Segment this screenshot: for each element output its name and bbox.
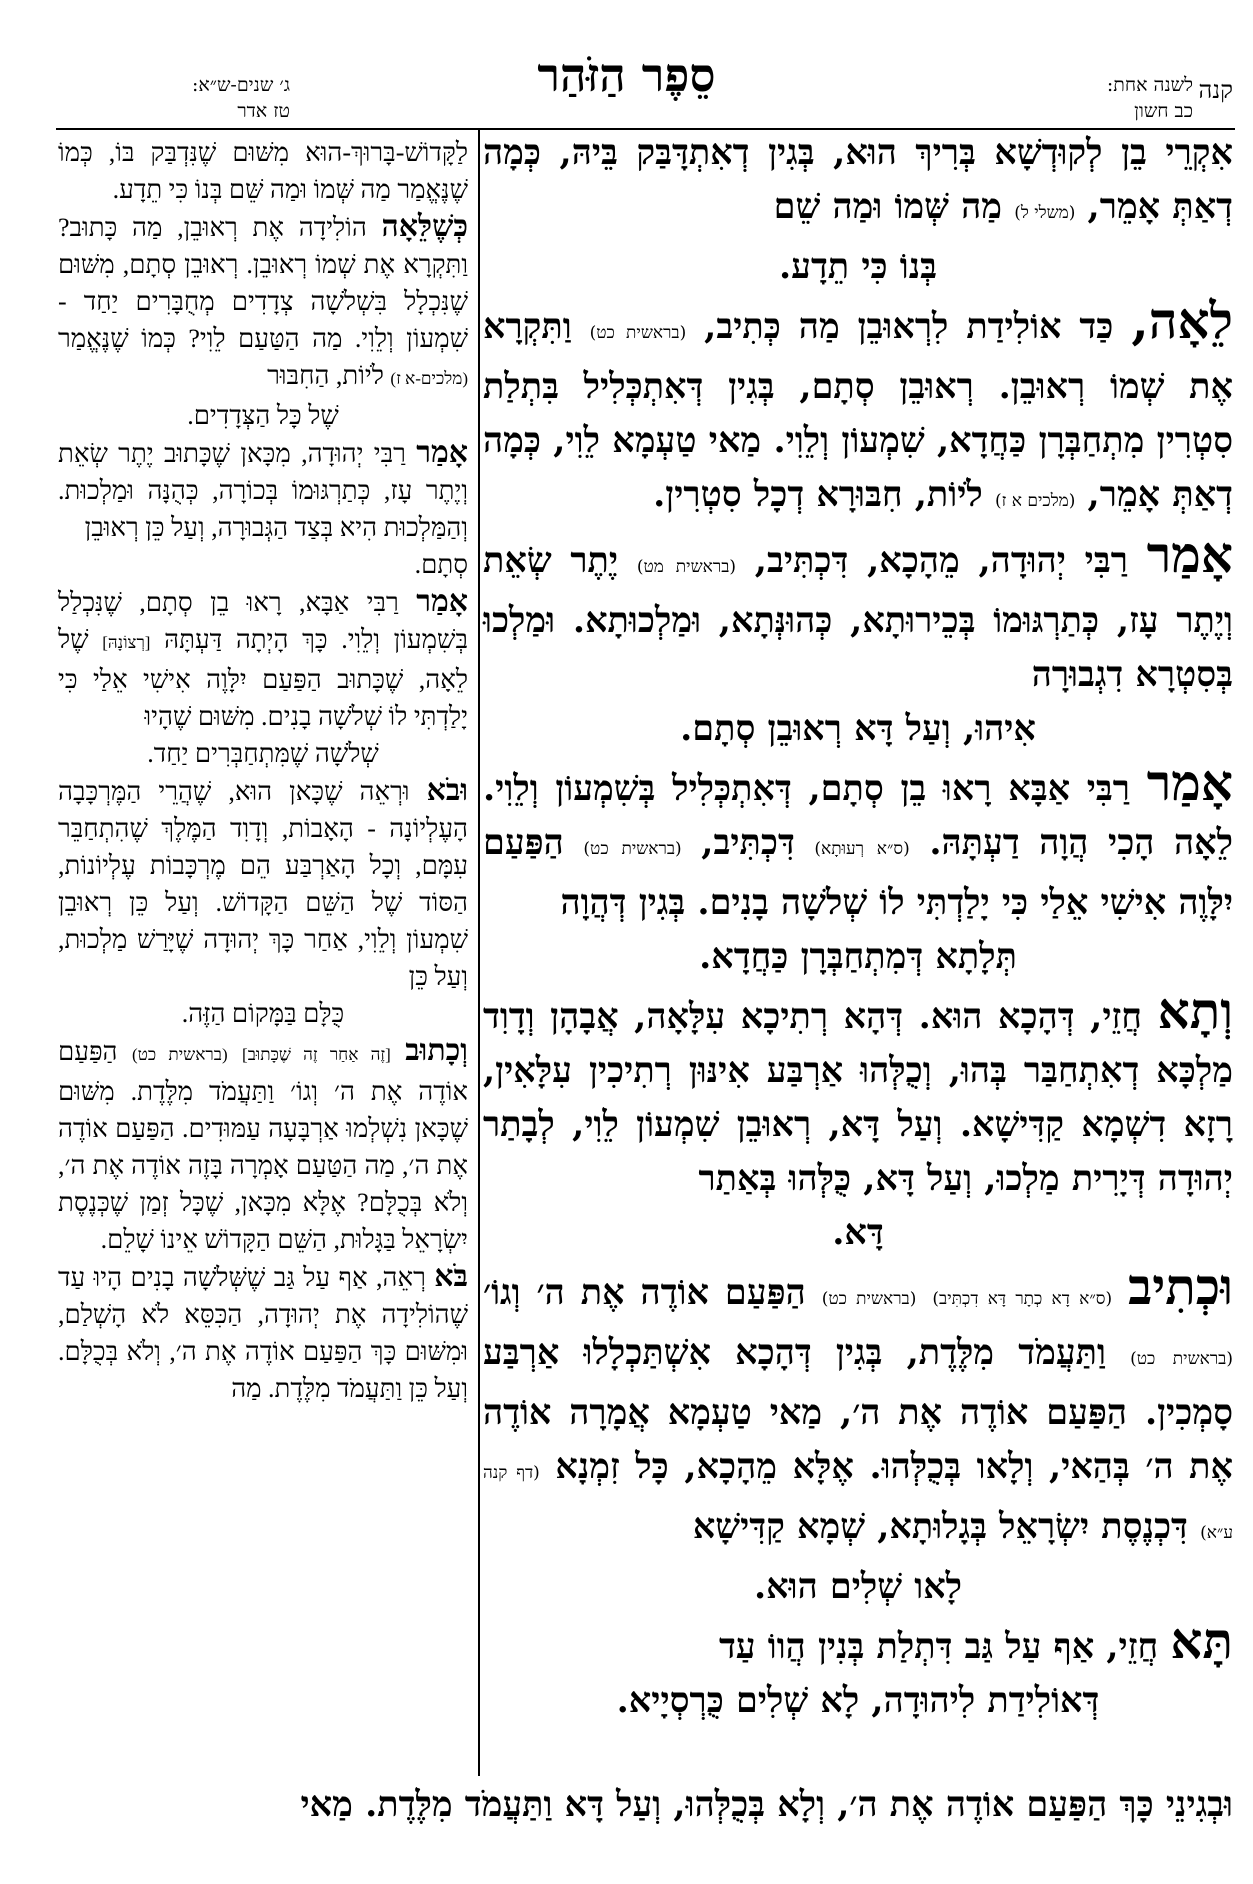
text-span: מַה שְּׁמוֹ וּמַה שֵׁם	[773, 186, 1015, 227]
paragraph-lead-word: וּבֹא	[426, 774, 468, 807]
source-reference: [רְצוֹנָהּ]	[102, 633, 151, 652]
main-paragraph-6	[483, 1257, 1234, 1560]
text-span: שֶׁל לֵאָה, שֶׁכָּתוּב הַפַּעַם יִלָּוֶה אִישִׁי אֵלַי כִּי יָלַדְתִּי לוֹ שְׁלֹשָׁה בָנִים. מִשּׁוּם שֶׁהָיוּ	[58, 625, 468, 731]
main-paragraph-1	[483, 126, 1233, 240]
column-divider	[478, 130, 480, 1776]
side-paragraph-7	[58, 1258, 468, 1407]
main-paragraph-1-end: בְּנוֹ כִּי תֵדָע.	[778, 246, 938, 287]
text-span: לֹיוֹת, חִבּוּרָא דְכָל סִטְרִין.	[653, 474, 995, 515]
paragraph-lead-word: וּכְתִיב	[1128, 1257, 1234, 1316]
side-paragraph-4-end: שְׁלֹשָׁה שֶׁמִּתְחַבְּרִים יַחַד.	[147, 739, 379, 768]
source-reference: (בראשית כט)	[1130, 1349, 1233, 1369]
bottom-continuation-line: וּבְגִינֵי כָּךְ הַפַּעַם אוֹדֶה אֶת ה׳, וְלָא בְּכֻלְּהוּ, וְעַל דָּא וַתַּעֲמֹד מִלֶּדֶת. מַאי	[300, 1784, 1233, 1825]
source-reference: (ס״א רְעוּתָא)	[814, 839, 910, 859]
text-span: רַבִּי אַבָּא רָאוּ בֵן סְתָם, דְּאִתְכְּלִיל בְּשִׁמְעוֹן וְלֵוִי. לֵאָה הָכִי הֲוָה דַעְתָּהּ.	[483, 768, 1234, 863]
source-reference: (בראשית כט)	[589, 323, 687, 343]
main-paragraph-6-end: לָאו שְׁלִים הוּא.	[753, 1566, 963, 1607]
text-span: הַפַּעַם אוֹדֶה אֶת ה׳ וְגוֹ׳	[483, 1272, 822, 1313]
text-span: רְאֵה, אַף עַל גַּב שֶׁשְּׁלֹשָׁה בָנִים הָיוּ עַד שֶׁהוֹלִידָה אֶת יְהוּדָה, הַכִּסֵּא לֹא הָשְׁלַם, וּמִשּׁוּם כָּךְ הַפַּעַם אוֹדֶה אֶת ה׳, וְלֹא בְּכֻלָּם. וְעַל כֵּן וַתַּעֲמֹד מִלֶּדֶת. מַה	[58, 1263, 468, 1403]
side-paragraph-5-end: כֻּלָּם בַּמָּקוֹם הַזֶּה.	[181, 999, 345, 1028]
text-span: כַּד אוֹלִידַת לִרְאוּבֵן מַה כְּתִיב,	[686, 306, 1132, 347]
side-paragraph-2-end: שֶׁל כָּל הַצְּדָדִים.	[187, 401, 339, 430]
paragraph-lead-word: אָמַר	[1146, 525, 1233, 584]
text-span: הַפַּעַם אוֹדֶה אֶת ה׳ וְגוֹ׳ וַתַּעֲמֹד מִלֶּדֶת. מִשּׁוּם שֶׁכָּאן נִשְׁלְמוּ אַרְבָּעָה עַמּוּדִים. הַפַּעַם אוֹדֶה אֶת ה׳, מַה הַטַּעַם אָמְרָה בָּזֶה אוֹדֶה אֶת ה׳, וְלֹא בְּכֻלָּם? אֶלָּא מִכָּאן, שֶׁכָּל זְמַן שֶׁכְּנֶסֶת יִשְׂרָאֵל בַּגָּלוּת, הַשֵּׁם הַקָּדוֹשׁ אֵינוֹ שָׁלֵם.	[58, 1037, 468, 1254]
text-span: חֲזֵי, דְּהָכָא הוּא. דְּהָא רְתִיכָא עִלָּאָה, אֲבָהָן וְדָוִד מַלְכָּא דְאִתְחַבַּר בְּהוּ, וְכֻלְּהוּ אַרְבַּע אִינּוּן רְתִיכִין עִלָּאִין, רָזָא דִשְׁמָא קַדִּישָׁא. וְעַל דָּא, רְאוּבֵן שִׁמְעוֹן לֵוִי, לְבָתַר יְהוּדָה דְּיָרִית מַלְכוּ, וְעַל דָּא, כֻּלְּהוּ בְּאַתַר	[483, 996, 1233, 1199]
text-span: חֲזֵי, אַף עַל גַּב דִּתְלַת בְּנִין הֲווֹ עַד	[718, 1626, 1171, 1667]
main-paragraph-5-end: דָּא.	[832, 1212, 884, 1253]
paragraph-lead-word: לֵאָה,	[1131, 291, 1233, 350]
header-right-line1: לשנה אחת:	[1106, 74, 1193, 96]
text-span: וּרְאֵה שֶׁכָּאן הוּא, שֶׁהֲרֵי הַמֶּרְכָּבָה הָעֶלְיוֹנָה - הָאָבוֹת, וְדָוִד הַמֶּלֶךְ שֶׁהִתְחַבֵּר עִמָּם, וְכָל הָאַרְבַּע הֵם מֶרְכָּבוֹת עֶלְיוֹנוֹת, הַסּוֹד שֶׁל הַשֵּׁם הַקָּדוֹשׁ. וְעַל כֵּן רְאוּבֵן שִׁמְעוֹן וְלֵוִי, אַחַר כָּךְ יְהוּדָה שֶׁיָּרַשׁ מַלְכוּת, וְעַל כֵּן	[58, 777, 468, 991]
text-span: הוֹלִידָה אֶת רְאוּבֵן, מַה כָּתוּב? וַתִּקְרָא אֶת שְׁמוֹ רְאוּבֵן. רְאוּבֵן סְתָם, מִשּׁוּם שֶׁנִּכְלָל בִּשְׁלֹשָׁה צְדָדִים מְחֻבָּרִים יַחַד - שִׁמְעוֹן וְלֵוִי. מַה הַטַּעַם לֵוִי? כְּמוֹ שֶׁנֶּאֱמַר	[58, 213, 468, 353]
text-span: דִּכְנֶסֶת יִשְׂרָאֵל בְּגָלוּתָא, שְׁמָא קַדִּישָׁא	[692, 1506, 1201, 1547]
text-span: רַבִּי אַבָּא, רָאוּ בֵן סְתָם, שֶׁנִּכְלַל בְּשִׁמְעוֹן וְלֵוִי. כָּךְ הָיְתָה דַּעְתָּהּ	[58, 588, 468, 654]
main-paragraph-3	[483, 525, 1233, 702]
text-span: הַפַּעַם יִלָּוֶה אִישִׁי אֵלַי כִּי יָלַדְתִּי לוֹ שְׁלשָׁה בָנִים. בְּגִין דְּהֲוָה	[483, 822, 1233, 923]
main-paragraph-5	[483, 981, 1233, 1206]
main-column	[483, 126, 1233, 1728]
text-span: אִקְרֵי בֵן לְקוּדְשָׁא בְּרִיךְ הוּא, בְּגִין דְאִתְדָּבַּק בֵּיהּ, כְּמָה דְאַתְּ אָמֵר,	[483, 132, 1233, 227]
main-paragraph-3-end: אִיהוּ, וְעַל דָּא רְאוּבֵן סְתָם.	[680, 708, 1036, 749]
header-left-line1: ג׳ שנים-ש״א:	[191, 74, 290, 96]
side-paragraph-2	[58, 208, 468, 397]
header-right-line2: כב חשון	[1134, 100, 1193, 122]
text-span: יֶתֶר שְׂאֵת וְיֶתֶר עָז, כְּתַרְגּוּמוֹ בְּכֵירוּתָא, כְּהוּנְּתָא, וּמַלְכוּתָא. וּמַלְכוּ בְּסִטְרָא דִגְבוּרָה	[483, 540, 1233, 695]
main-paragraph-4-end: תְּלָתָא דְּמִתְחַבְּרָן כַּחֲדָא.	[699, 936, 1017, 977]
text-span: וַתִּקְרָא אֶת שְׁמוֹ רְאוּבֵן. רְאוּבֵן סְתָם, בְּגִין דְּאִתְכְּלִיל בִּתְלַת סִטְרִין מִתְחַבְּרָן כַּחֲדָא, שִׁמְעוֹן וְלֵוִי. מַאי טַעְמָא לֵוִי, כְּמָה דְאַתְּ אָמֵר,	[483, 306, 1233, 515]
paragraph-lead-word: כְּשֶׁלֵּאָה	[381, 210, 468, 243]
translation-column	[58, 134, 468, 1407]
text-span: וַתַּעֲמֹד מִלֶּדֶת, בְּגִין דְּהָכָא אִשְׁתַּכְלָלוּ אַרְבַּע סָמְכִין. הַפַּעַם אוֹדֶה אֶת ה׳, מַאי טַעְמָא אֲמָרָה אוֹדֶה אֶת ה׳ בְּהַאי, וְלָאו בְּכֻלְּהוּ. אֶלָּא מֵהָכָא, כָּל זִמְנָא	[483, 1332, 1233, 1487]
page-title: סֵפֶר הַזֹּהַר	[537, 48, 716, 102]
paragraph-lead-word: אָמַר	[416, 585, 468, 618]
text-span: רַבִּי יְהוּדָה, מִכָּאן שֶׁכָּתוּב יֶתֶר שְׂאֵת וְיֶתֶר עָז, כְּתַרְגּוּמוֹ בְּכוֹרָה, כְּהֻנָּה וּמַלְכוּת. וְהַמַּלְכוּת הִיא בְּצַד הַגְּבוּרָה, וְעַל כֵּן רְאוּבֵן	[58, 439, 468, 542]
paragraph-lead-word: וְכָתוּב	[405, 1034, 468, 1067]
source-reference: [זֶה אַחַר זֶה שֶׁכָּתוּב]	[242, 1045, 391, 1064]
text-span: דִּכְתִּיב,	[681, 822, 815, 863]
paragraph-lead-word: אָמַר	[416, 436, 468, 469]
paragraph-lead-word: וְתָא	[1157, 981, 1233, 1040]
side-paragraph-3	[58, 434, 468, 546]
main-paragraph-4	[483, 753, 1234, 930]
source-reference: (בראשית כט)	[131, 1045, 228, 1064]
header-left-line2: טז אדר	[237, 100, 290, 122]
paragraph-lead-word: תָּא	[1170, 1611, 1233, 1670]
side-paragraph-5	[58, 772, 468, 995]
source-reference: (בראשית כט)	[821, 1289, 917, 1309]
paragraph-lead-word: בֹּא	[434, 1260, 468, 1293]
header-left-schedule	[60, 72, 290, 124]
source-reference: (דף קנה ע״א)	[483, 1463, 1233, 1543]
side-paragraph-4	[58, 583, 468, 735]
source-reference: (מלכים א ז)	[994, 491, 1076, 511]
text-span: רַבִּי יְהוּדָה, מֵהָכָא, דִּכְתִּיב,	[736, 540, 1147, 581]
header-kane: קנה	[1198, 76, 1233, 104]
paragraph-lead-word: אָמַר	[1146, 753, 1233, 812]
main-paragraph-7	[483, 1611, 1233, 1674]
source-reference: (בראשית מט)	[636, 557, 737, 577]
source-reference: (ס״א דָא כְתָר דָּא דִכְתִּיב)	[932, 1289, 1113, 1309]
side-paragraph-3-end: סְתָם.	[414, 550, 468, 579]
source-reference: (משלי ל)	[1014, 203, 1076, 223]
main-paragraph-7-end: דְּאוֹלִידַת לִיהוּדָה, לָא שְׁלִים כֻּרְסְיָיא.	[616, 1680, 1100, 1721]
source-reference: (בראשית כט)	[583, 839, 682, 859]
side-paragraph-1: לַקָּדוֹשׁ-בָּרוּךְ-הוּא מִשּׁוּם שֶׁנִּדְבַּק בּוֹ, כְּמוֹ שֶׁנֶּאֱמַר מַה שְּׁמוֹ וּמַה שֵּׁם בְּנוֹ כִּי תֵדָע.	[58, 138, 468, 204]
side-paragraph-6	[58, 1032, 468, 1258]
source-reference: (מלכים-א ז)	[390, 369, 468, 388]
main-paragraph-2	[483, 291, 1233, 528]
text-span: לֹיוֹת, הַחִבּוּר	[267, 361, 391, 390]
